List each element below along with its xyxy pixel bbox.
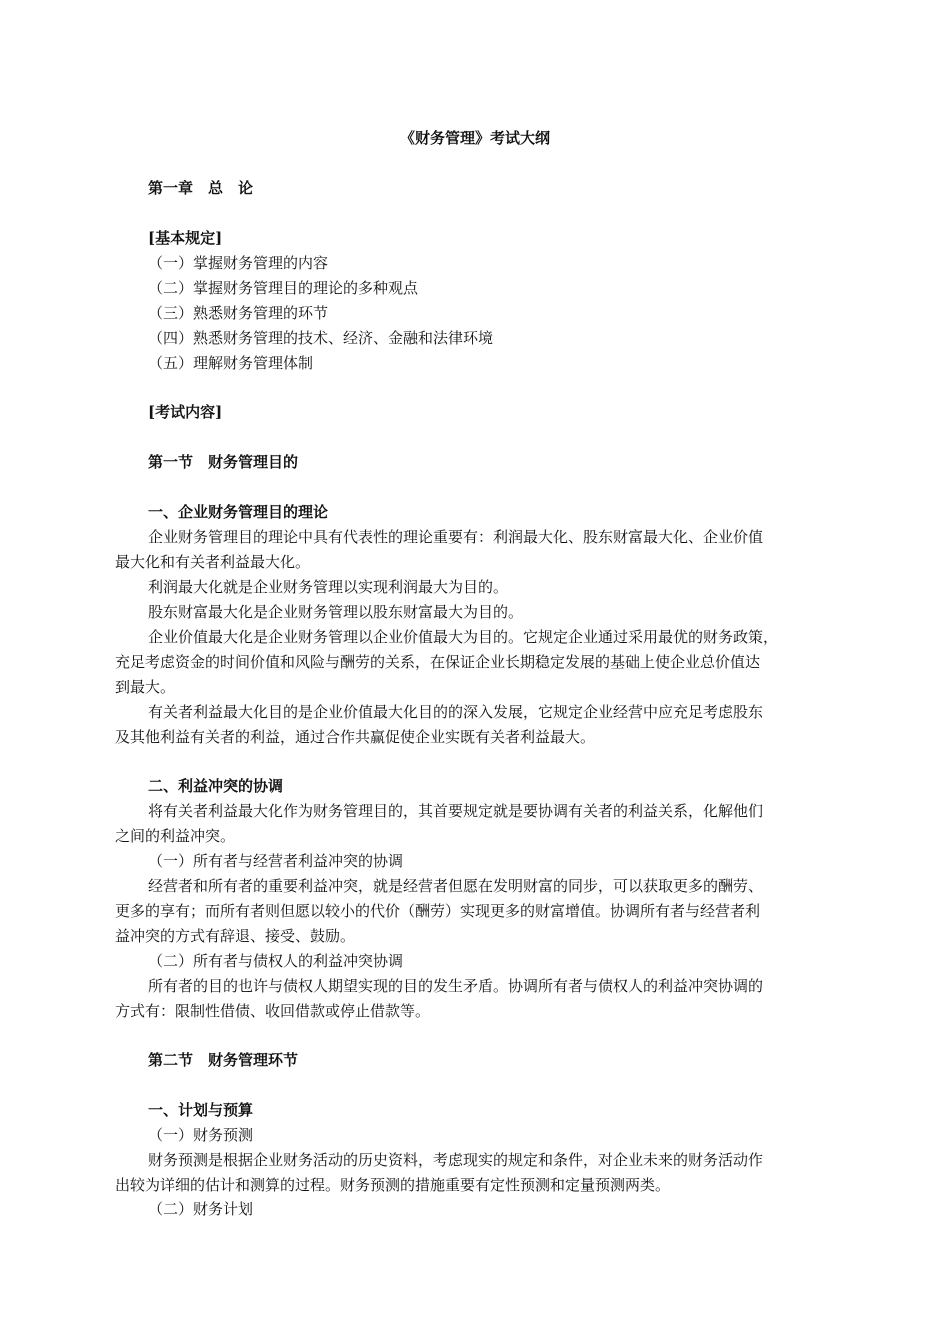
exam-content-heading: [考试内容] (148, 403, 223, 421)
paragraph-line: 财务预测是根据企业财务活动的历史资料，考虑现实的规定和条件，对企业未来的财务活动作 (148, 1151, 764, 1169)
paragraph-line: 到最大。 (115, 678, 176, 696)
paragraph-line: 充足考虑资金的时间价值和风险与酬劳的关系，在保证企业长期稳定发展的基础上使企业总价值达 (115, 653, 761, 671)
paragraph-line: 经营者和所有者的重要利益冲突，就是经营者但愿在发明财富的同步，可以获取更多的酬劳、 (148, 877, 764, 895)
subsection-title: 一、计划与预算 (148, 1101, 254, 1119)
paragraph-line: 股东财富最大化是企业财务管理以股东财富最大为目的。 (148, 603, 524, 621)
paragraph-line: 更多的享有；而所有者则但愿以较小的代价（酬劳）实现更多的财富增值。协调所有者与经营者利 (115, 902, 761, 920)
basic-requirements-heading: [基本规定] (148, 229, 223, 247)
requirement-item: （三）熟悉财务管理的环节 (148, 304, 329, 322)
paragraph-line: 益冲突的方式有辞退、接受、鼓励。 (115, 927, 356, 945)
paragraph-line: 利润最大化就是企业财务管理以实现利润最大为目的。 (148, 578, 509, 596)
paragraph-line: 方式有：限制性借债、收回借款或停止借款等。 (115, 1002, 431, 1020)
subsection-title: 二、利益冲突的协调 (148, 777, 284, 795)
paragraph-line: 之间的利益冲突。 (115, 827, 236, 845)
paragraph-line: 出较为详细的估计和测算的过程。财务预测的措施重要有定性预测和定量预测两类。 (115, 1176, 671, 1194)
paragraph-line: （一）所有者与经营者利益冲突的协调 (148, 852, 404, 870)
paragraph-line: （二）所有者与债权人的利益冲突协调 (148, 952, 404, 970)
section-title: 第一节 财务管理目的 (148, 453, 299, 471)
paragraph-line: 将有关者利益最大化作为财务管理目的，其首要规定就是要协调有关者的利益关系，化解他们 (148, 802, 764, 820)
paragraph-line: （一）财务预测 (148, 1126, 254, 1144)
paragraph-line: （二）财务计划 (148, 1200, 254, 1218)
paragraph-line: 企业财务管理目的理论中具有代表性的理论重要有：利润最大化、股东财富最大化、企业价值 (148, 528, 764, 546)
paragraph-line: 及其他利益有关者的利益，通过合作共赢促使企业实既有关者利益最大。 (115, 728, 596, 746)
paragraph-line: 最大化和有关者利益最大化。 (115, 553, 311, 571)
paragraph-line: 企业价值最大化是企业财务管理以企业价值最大为目的。它规定企业通过采用最优的财务政策， (148, 628, 779, 646)
subsection-title: 一、企业财务管理目的理论 (148, 503, 329, 521)
paragraph-line: 有关者利益最大化目的是企业价值最大化目的的深入发展，它规定企业经营中应充足考虑股东 (148, 703, 764, 721)
requirement-item: （四）熟悉财务管理的技术、经济、金融和法律环境 (148, 329, 494, 347)
section-title: 第二节 财务管理环节 (148, 1051, 299, 1069)
paragraph-line: 所有者的目的也许与债权人期望实现的目的发生矛盾。协调所有者与债权人的利益冲突协调的 (148, 977, 764, 995)
requirement-item: （一）掌握财务管理的内容 (148, 254, 329, 272)
requirement-item: （二）掌握财务管理目的理论的多种观点 (148, 279, 419, 297)
chapter-heading: 第一章 总 论 (148, 179, 254, 197)
document-title: 《财务管理》考试大纲 (399, 129, 550, 147)
requirement-item: （五）理解财务管理体制 (148, 354, 314, 372)
